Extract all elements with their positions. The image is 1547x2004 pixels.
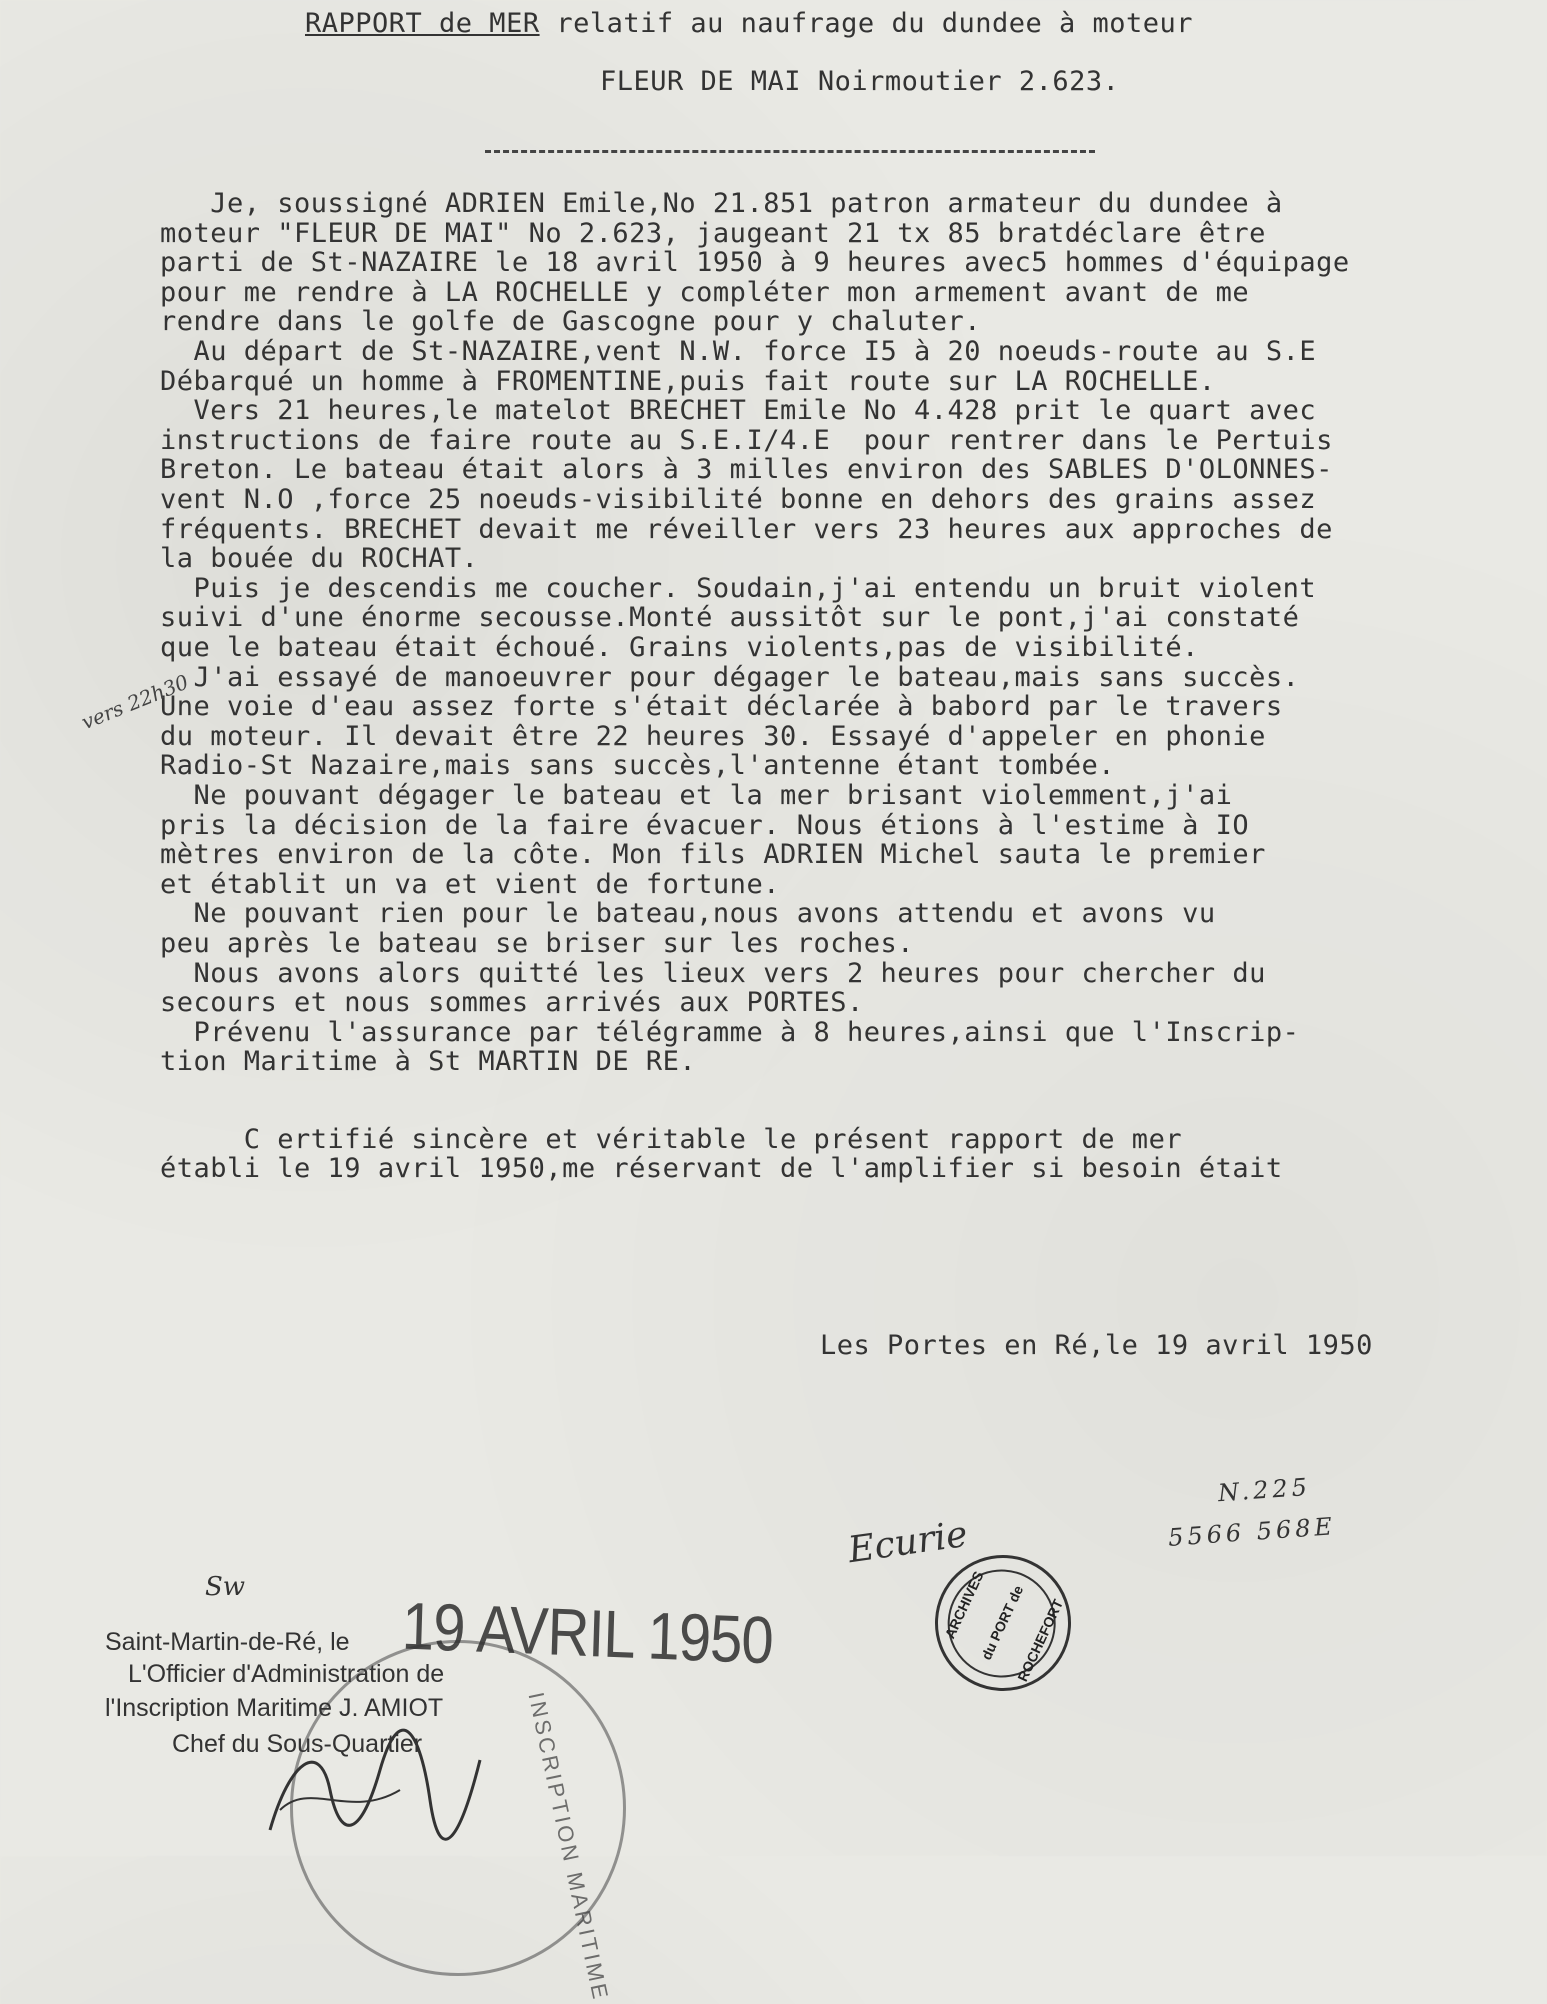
title-rest: relatif au naufrage du dundee à moteur (539, 8, 1194, 39)
title-divider (485, 150, 1095, 153)
handwritten-reference-1: N.225 (1217, 1472, 1312, 1508)
body-line: rendre dans le golfe de Gascogne pour y chaluter. (160, 306, 982, 338)
body-line: pris la décision de la faire évacuer. Nous étions à l'estime à IO (160, 809, 1250, 841)
official-initials: Sw (205, 1572, 246, 1602)
place-date-line: Les Portes en Ré,le 19 avril 1950 (820, 1330, 1373, 1361)
body-line: fréquents. BRECHET devait me réveiller vers 23 heures aux approches de (160, 513, 1333, 545)
body-line: Nous avons alors quitté les lieux vers 2 heures pour chercher du (160, 957, 1266, 989)
body-line: Une voie d'eau assez forte s'était déclarée à babord par le travers (160, 691, 1283, 723)
body-line: et établit un va et vient de fortune. (160, 868, 780, 900)
body-line: C ertifié sincère et véritable le présent rapport de mer (160, 1123, 1183, 1155)
body-line: pour me rendre à LA ROCHELLE y compléter mon armement avant de me (160, 276, 1250, 308)
body-line: Vers 21 heures,le matelot BRECHET Emile No 4.428 prit le quart avec (160, 395, 1317, 427)
title-prefix: RAPPORT de MER (305, 8, 540, 39)
body-line: instructions de faire route au S.E.I/4.E pour rentrer dans le Pertuis (160, 424, 1333, 456)
body-line: peu après le bateau se briser sur les roches. (160, 928, 914, 959)
body-line: mètres environ de la côte. Mon fils ADRIEN Michel sauta le premier (160, 839, 1266, 871)
body-line: suivi d'une énorme secousse.Monté aussitôt sur le pont,j'ai constaté (160, 602, 1300, 634)
body-line: que le bateau était échoué. Grains violents,pas de visibilité. (160, 632, 1199, 663)
official-role: Chef du Sous-Quartier (172, 1730, 423, 1758)
official-signature-scribble (250, 1720, 490, 1850)
body-line: Radio-St Nazaire,mais sans succès,l'antenne étant tombée. (160, 750, 1116, 782)
body-line: Puis je descendis me coucher. Soudain,j'ai entendu un bruit violent (160, 572, 1317, 604)
body-line: parti de St-NAZAIRE le 18 avril 1950 à 9 heures avec5 hommes d'équipage (160, 247, 1350, 279)
official-place: Saint-Martin-de-Ré, le (105, 1628, 350, 1656)
body-line: moteur "FLEUR DE MAI" No 2.623, jaugeant 21 tx 85 bratdéclare être (160, 217, 1266, 249)
body-line: J'ai essayé de manoeuvrer pour dégager le bateau,mais sans succès. (160, 661, 1300, 693)
archives-stamp (913, 1533, 1094, 1714)
archives-stamp-top: ARCHIVES (941, 1568, 987, 1642)
body-line: Ne pouvant rien pour le bateau,nous avons attendu et avons vu (160, 898, 1216, 930)
archives-stamp-middle: du PORT de (977, 1582, 1027, 1663)
document-title (305, 8, 1193, 39)
body-line: Prévenu l'assurance par télégramme à 8 heures,ainsi que l'Inscrip- (160, 1016, 1300, 1048)
document-subtitle: FLEUR DE MAI Noirmoutier 2.623. (600, 66, 1120, 97)
margin-note: vers 22h30 (78, 669, 192, 735)
body-line: secours et nous sommes arrivés aux PORTES. (160, 987, 864, 1019)
body-line: Je, soussigné ADRIEN Emile,No 21.851 patron armateur du dundee à (160, 188, 1283, 219)
date-stamp: 19 AVRIL 1950 (400, 1588, 774, 1679)
body-line: vent N.O ,force 25 noeuds-visibilité bonne en dehors des grains assez (160, 484, 1317, 515)
body-line: établi le 19 avril 1950,me réservant de l'amplifier si besoin était (160, 1153, 1283, 1185)
body-line: Débarqué un homme à FROMENTINE,puis fait route sur LA ROCHELLE. (160, 365, 1216, 397)
body-line: tion Maritime à St MARTIN DE RE. (160, 1046, 697, 1078)
body-line: Breton. Le bateau était alors à 3 milles environ des SABLES D'OLONNES- (160, 454, 1333, 486)
body-line: Ne pouvant dégager le bateau et la mer brisant violemment,j'ai (160, 780, 1233, 811)
body-line: Au départ de St-NAZAIRE,vent N.W. force I5 à 20 noeuds-route au S.E (160, 336, 1317, 367)
body-line: du moteur. Il devait être 22 heures 30. Essayé d'appeler en phonie (160, 720, 1266, 752)
handwritten-signature: Ecurie (845, 1513, 970, 1572)
body-line: la bouée du ROCHAT. (160, 543, 479, 575)
inscription-maritime-stamp-text: INSCRIPTION MARITIME (523, 1690, 614, 2004)
handwritten-reference-2: 5566 568E (1167, 1512, 1337, 1552)
official-name: l'Inscription Maritime J. AMIOT (105, 1694, 444, 1722)
official-title: L'Officier d'Administration de (128, 1660, 445, 1688)
archives-stamp-bottom: ROCHEFORT (1014, 1596, 1067, 1684)
